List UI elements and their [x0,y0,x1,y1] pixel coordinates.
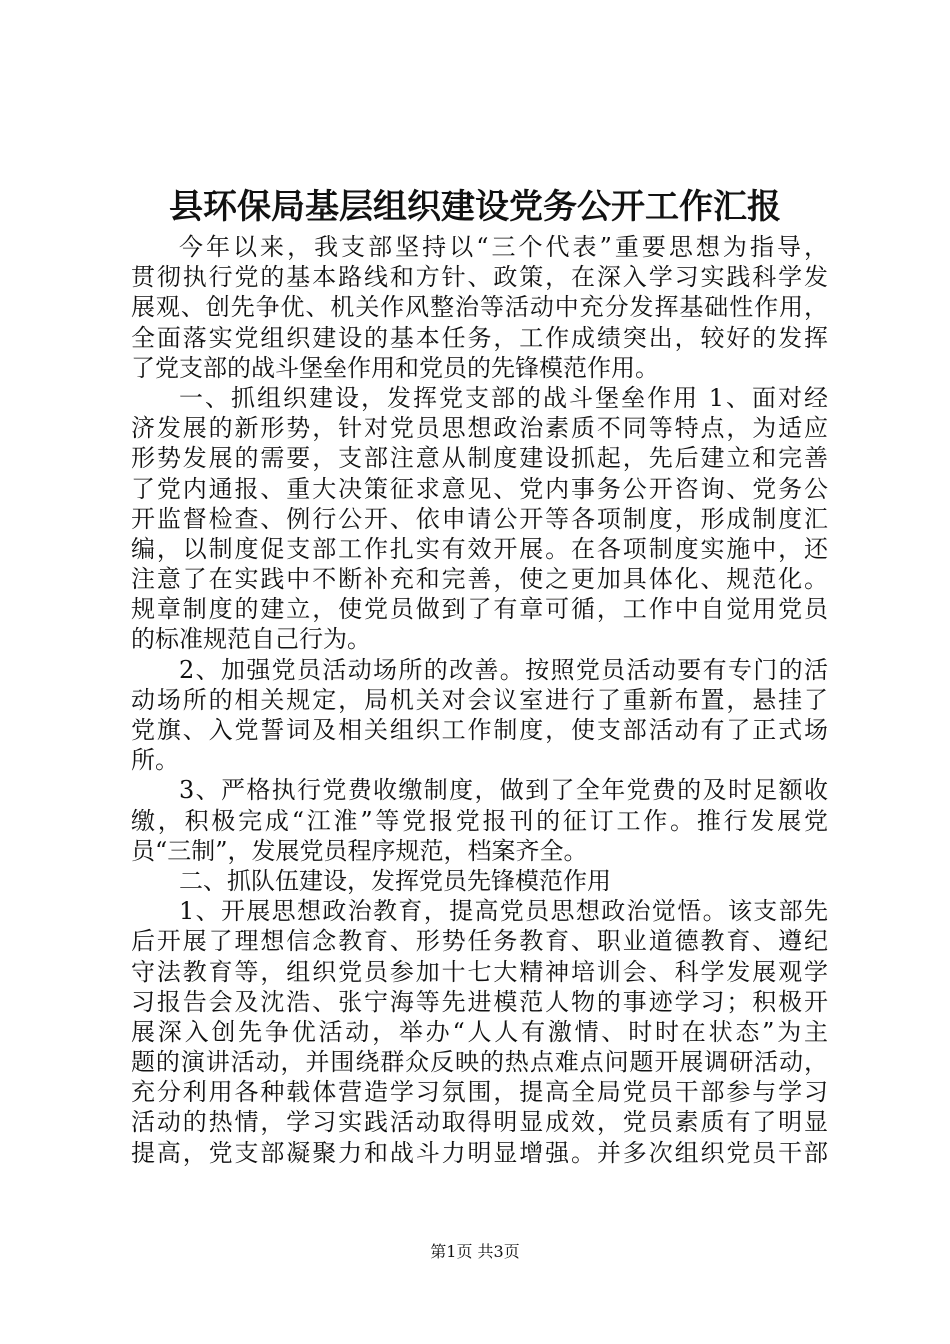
page-footer: 第1页 共3页 [430,1242,520,1261]
paragraph-line: 展深入创先争优活动，举办“人人有激情、时时在状态”为主 [131,1017,828,1046]
paragraph-line: 所。 [131,746,179,775]
paragraph-line: 提高，党支部凝聚力和战斗力明显增强。并多次组织党员干部 [131,1138,828,1167]
paragraph-line: 形势发展的需要，支部注意从制度建设抓起，先后建立和完善 [131,444,828,473]
paragraph-line: 守法教育等，组织党员参加十七大精神培训会、科学发展观学 [131,957,828,986]
paragraph-line: 2、加强党员活动场所的改善。按照党员活动要有专门的活 [179,655,828,684]
paragraph-line: 3、严格执行党费收缴制度，做到了全年党费的及时足额收 [179,776,828,805]
document-body [131,232,828,1168]
paragraph-line: 注意了在实践中不断补充和完善，使之更加具体化、规范化。 [131,565,828,594]
paragraph-line: 党旗、入党誓词及相关组织工作制度，使支部活动有了正式场 [131,716,828,744]
paragraph-line: 济发展的新形势，针对党员思想政治素质不同等特点，为适应 [131,414,828,443]
paragraph-line: 规章制度的建立，使党员做到了有章可循，工作中自觉用党员 [131,595,828,624]
paragraph-line: 编，以制度促支部工作扎实有效开展。在各项制度实施中，还 [131,534,828,563]
paragraph-line: 习报告会及沈浩、张宁海等先进模范人物的事迹学习；积极开 [131,987,828,1016]
paragraph-line: 活动的热情，学习实践活动取得明显成效，党员素质有了明显 [131,1108,828,1137]
paragraph-line: 开监督检查、例行公开、依申请公开等各项制度，形成制度汇 [131,504,828,533]
paragraph-line: 了党内通报、重大决策征求意见、党内事务公开咨询、党务公 [131,474,828,503]
paragraph-line: 了党支部的战斗堡垒作用和党员的先锋模范作用。 [131,353,659,382]
paragraph-line: 缴，积极完成“江淮”等党报党报刊的征订工作。推行发展党 [131,806,828,835]
paragraph-line: 一、抓组织建设，发挥党支部的战斗堡垒作用 1、面对经 [179,383,828,412]
paragraph-line: 今年以来，我支部坚持以“三个代表”重要思想为指导， [179,233,828,261]
paragraph-line: 的标准规范自己行为。 [131,625,371,654]
paragraph-line: 1、开展思想政治教育，提高党员思想政治觉悟。该支部先 [179,897,828,926]
paragraph-line: 员“三制”，发展党员程序规范，档案齐全。 [131,836,588,865]
paragraph-line: 充分利用各种载体营造学习氛围，提高全局党员干部参与学习 [131,1078,828,1107]
paragraph-line: 动场所的相关规定，局机关对会议室进行了重新布置，悬挂了 [131,685,828,714]
paragraph-line: 展观、创先争优、机关作风整治等活动中充分发挥基础性作用， [131,293,828,322]
document-title: 县环保局基层组织建设党务公开工作汇报 [169,187,781,227]
paragraph-line: 题的演讲活动，并围绕群众反映的热点难点问题开展调研活动， [131,1048,828,1077]
paragraph-line: 全面落实党组织建设的基本任务，工作成绩突出，较好的发挥 [131,323,828,352]
paragraph-line: 贯彻执行党的基本路线和方针、政策，在深入学习实践科学发 [131,263,828,292]
section-heading: 二、抓队伍建设，发挥党员先锋模范作用 [179,866,611,895]
paragraph-line: 后开展了理想信念教育、形势任务教育、职业道德教育、遵纪 [131,927,828,956]
